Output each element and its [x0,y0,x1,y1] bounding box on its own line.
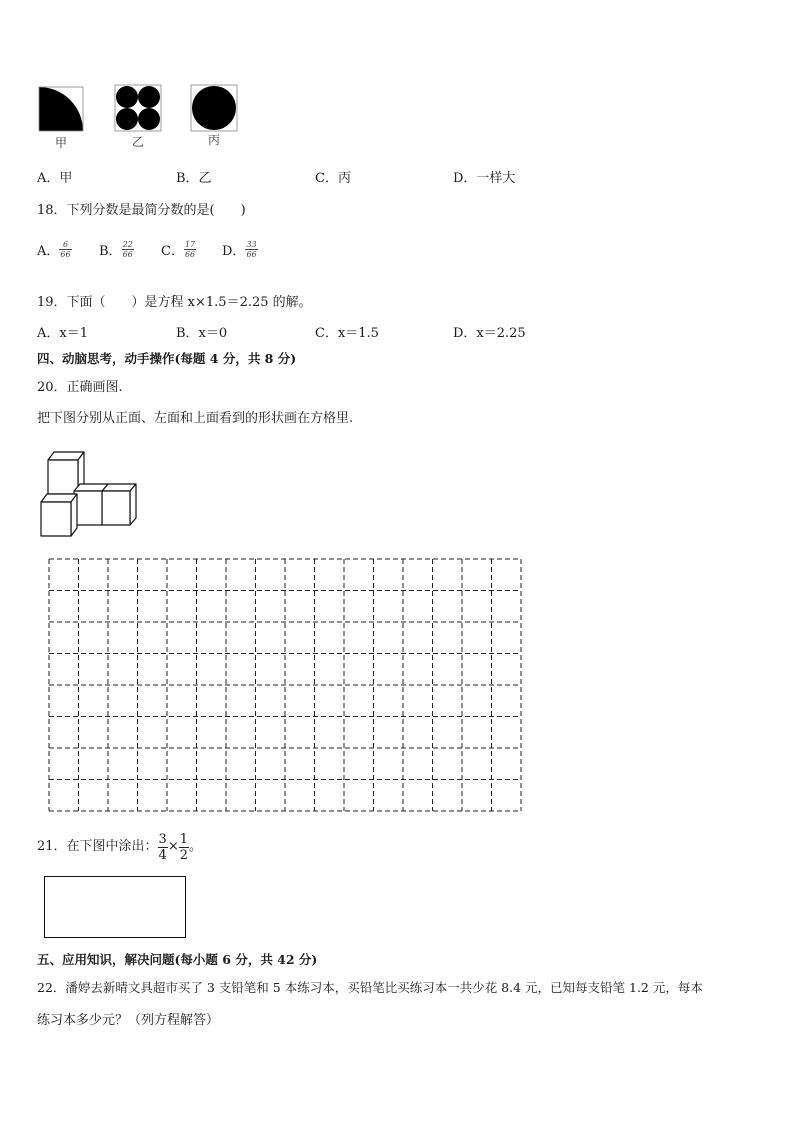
q21-frac1-num: 3 [158,831,167,847]
q19-stem: 19．下面（ ）是方程 x×1.5＝2.25 的解。 [37,295,312,310]
q17-option-b[interactable]: B．乙 [176,171,212,186]
q18-option-c-fraction [184,240,196,259]
q18-option-a-fraction [59,240,71,259]
q21-frac2-den: 2 [179,847,189,863]
q18-c-den: 66 [184,250,196,259]
q18-option-c-label: C． [161,244,184,259]
q22-line1: 22．潘婷去新晴文具超市买了 3 支铅笔和 5 本练习本，买铅笔比买练习本一共少花 8.4 元，已知每支铅笔 1.2 元，每本 [37,980,703,995]
q18-option-d-label: D． [222,244,246,259]
q18-option-c[interactable] [161,240,196,259]
q18-option-a[interactable] [37,240,72,259]
q18-a-num: 6 [59,240,71,250]
q18-c-num: 17 [184,240,196,249]
shape-yi-four-circles [114,84,162,132]
q18-stem: 18．下列分数是最简分数的是( ) [37,203,246,218]
q18-option-b-fraction [122,240,134,259]
q21-stem-prefix: 21．在下图中涂出： [37,839,158,854]
section5-heading: 五、应用知识，解决问题(每小题 6 分，共 42 分) [37,952,318,967]
section4-heading: 四、动脑思考，动手操作(每题 4 分，共 8 分) [37,351,297,366]
caption-bing: 丙 [208,133,221,147]
shape-jia-quarter-circle [38,86,84,132]
q18-a-den: 66 [60,250,71,259]
q21-frac2-num: 1 [179,831,189,847]
q17-shapes [36,84,256,154]
q20-stem: 20．正确画图. [37,380,123,395]
q20-instruction: 把下图分别从正面、左面和上面看到的形状画在方格里. [37,411,354,426]
shape-bing-circle [190,84,238,132]
q21-stem-suffix: 。 [189,839,203,854]
q19-option-b[interactable]: B．x＝0 [176,326,228,341]
q19-option-d[interactable]: D．x＝2.25 [453,326,526,341]
q18-option-a-label: A． [37,244,60,259]
q21-times: × [167,839,179,854]
caption-yi: 乙 [132,135,145,149]
q18-option-b-label: B． [99,244,122,259]
q21-stem [37,827,202,867]
q18-option-b[interactable] [99,240,134,259]
q22-line2: 练习本多少元？（列方程解答） [37,1013,220,1028]
drawing-grid[interactable] [48,558,522,814]
q18-option-d-fraction [245,240,257,259]
q18-option-d[interactable] [222,240,258,259]
q21-fraction-1 [158,832,168,863]
q19-option-a[interactable]: A．x＝1 [37,326,88,341]
q17-option-c[interactable]: C．丙 [315,171,351,186]
q17-option-a[interactable]: A．甲 [37,171,73,186]
q19-option-c[interactable]: C．x＝1.5 [315,326,379,341]
q21-fraction-2 [179,832,189,863]
q21-shading-rectangle[interactable] [44,876,186,938]
q17-option-d[interactable]: D．一样大 [453,171,516,186]
cube-figure [38,444,140,540]
q21-frac1-den: 4 [158,847,167,863]
q18-d-num: 33 [246,240,257,249]
caption-jia: 甲 [55,136,68,150]
q18-b-den: 66 [122,250,133,259]
q18-d-den: 66 [246,250,257,259]
q18-b-num: 22 [122,240,133,249]
q18-options [37,240,297,266]
